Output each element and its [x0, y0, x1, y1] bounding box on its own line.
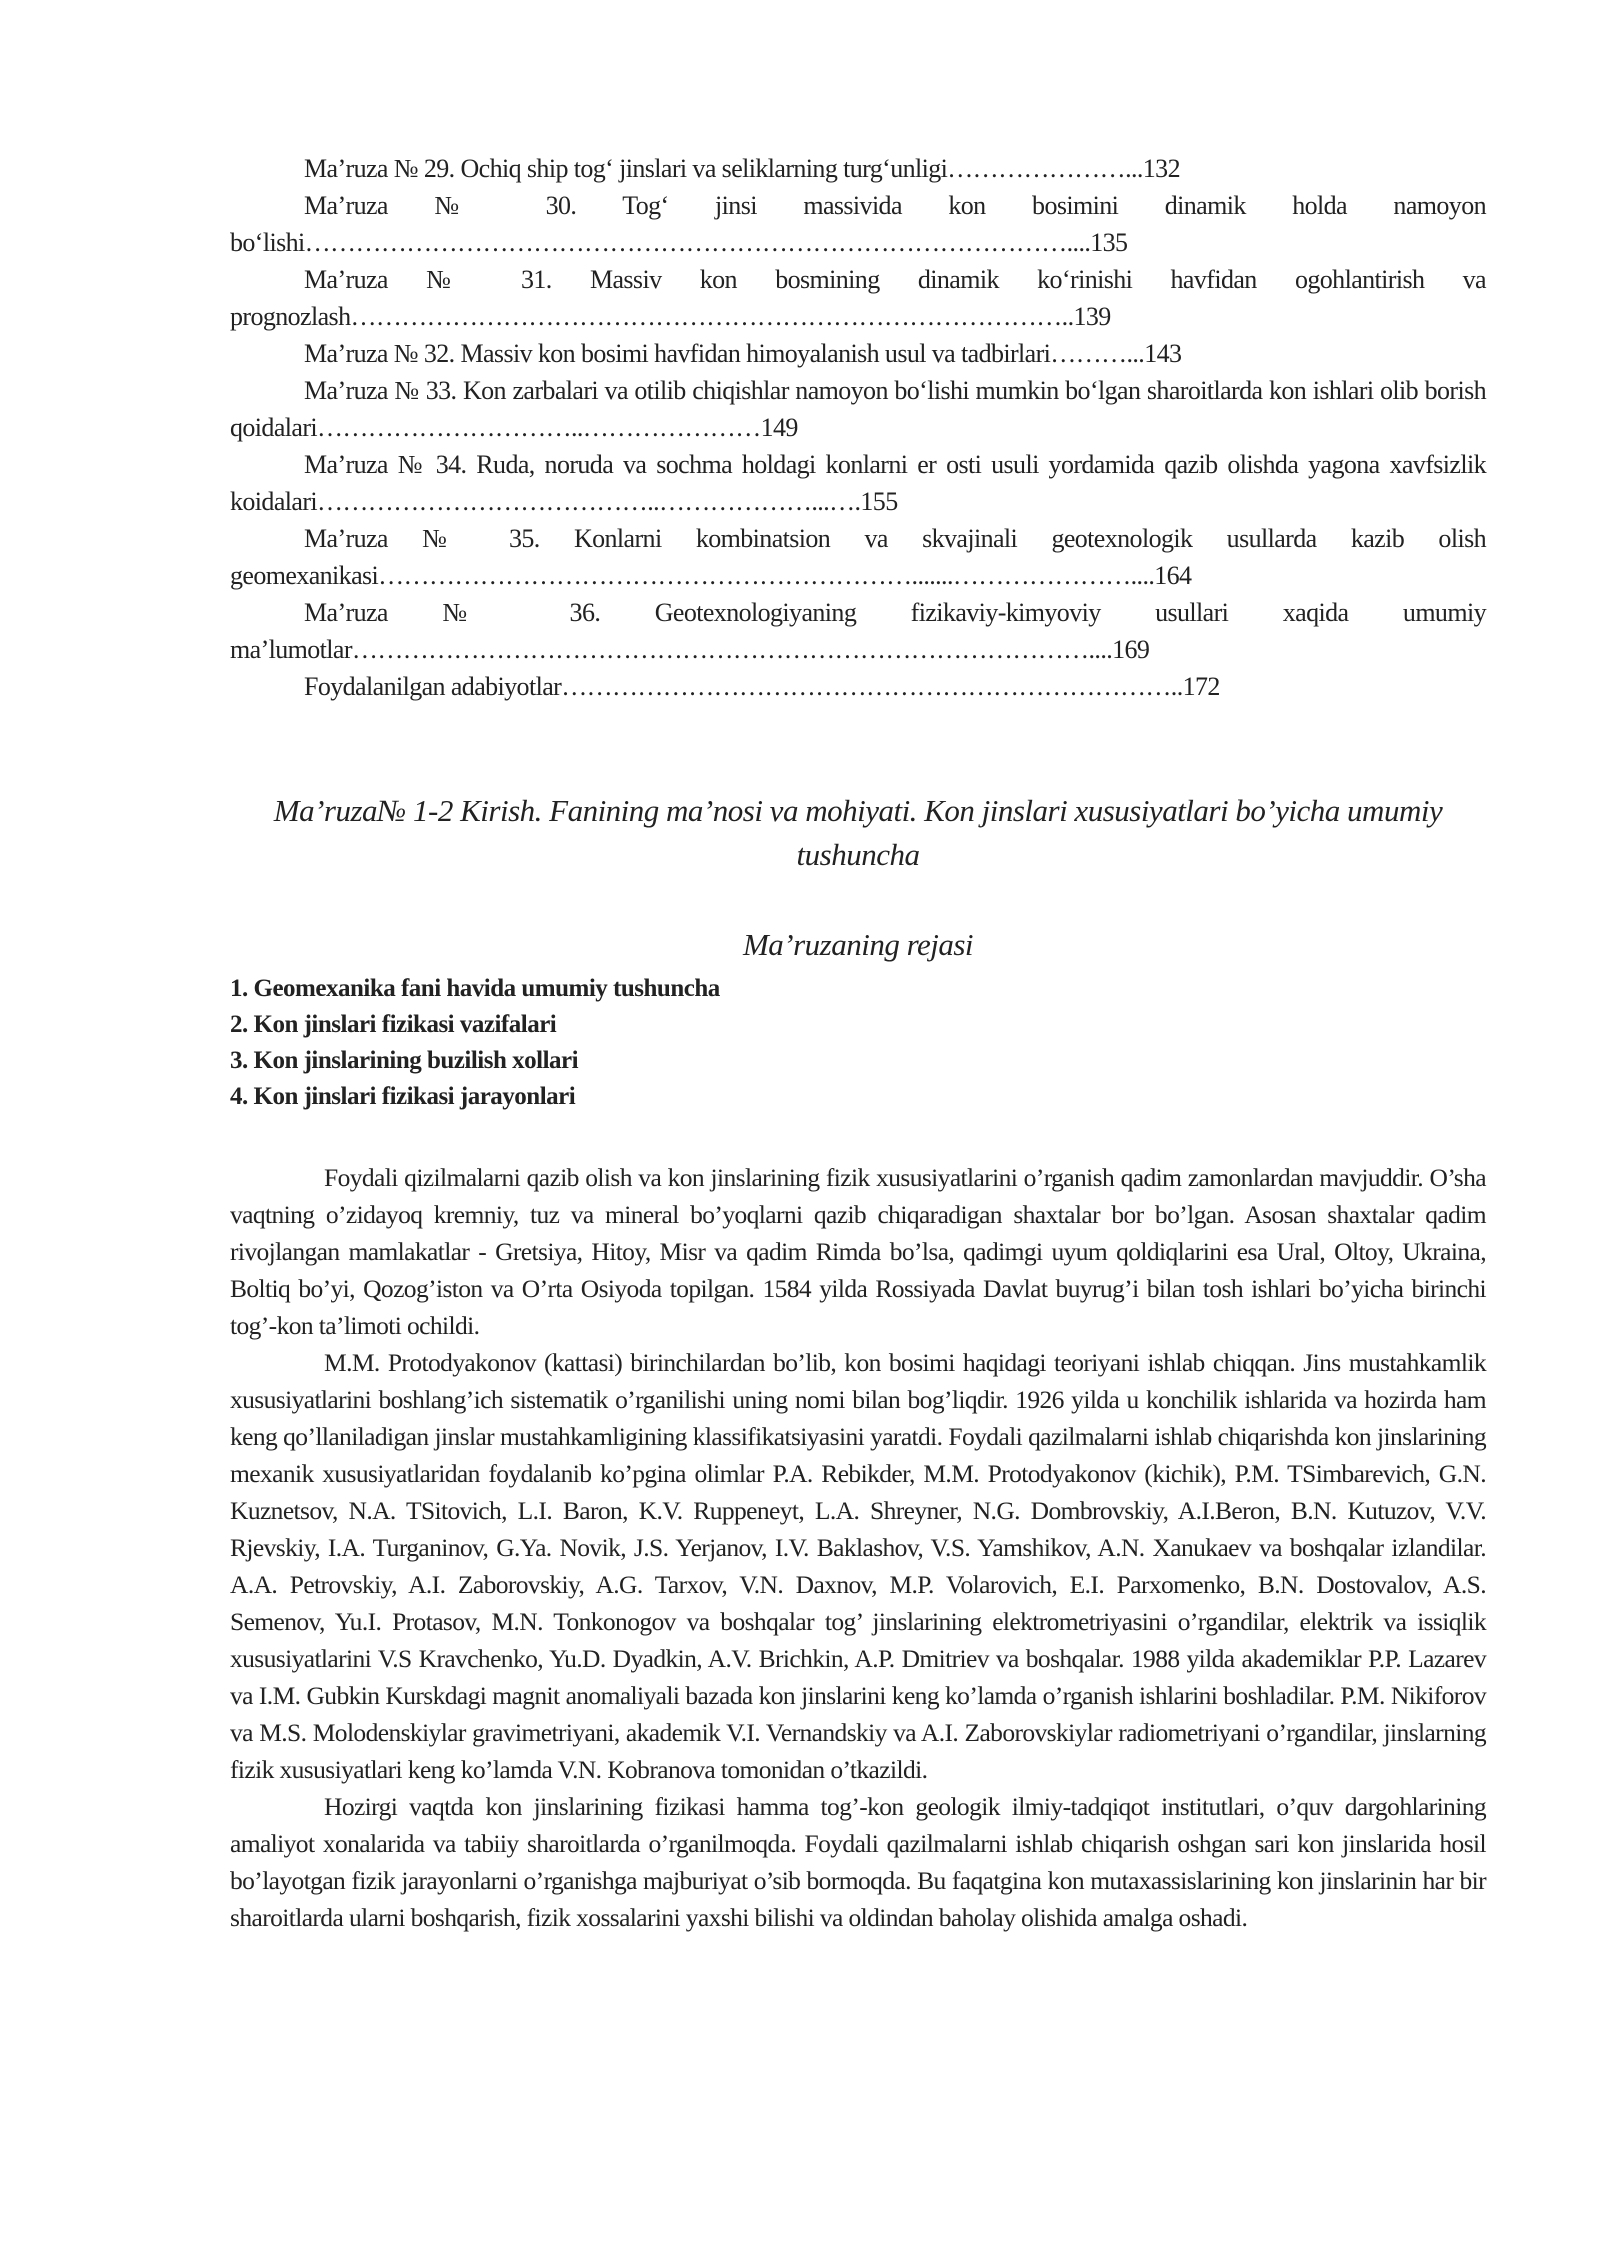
- paragraph: Foydali qizilmalarni qazib olish va kon jinslarining fizik xususiyatlarini o’rganish qadim zamonlardan mavjuddir. O’sha vaqtning o’zidayoq kremniy, tuz va mineral bo’yoqlarni qazib chiqaradigan shaxtalar bor bo’lgan. Asosan shaxtalar qadim rivojlangan mamlakatlar - Gretsiya, Hitoy, Misr va qadim Rimda bo’lsa, qadimgi uyum qoldiqlarini esa Ural, Oltoy, Ukraina, Boltiq bo’yi, Qozog’iston va O’rta Osiyoda topilgan. 1584 yilda Rossiyada Davlat buyrug’i bilan tosh ishlari bo’yicha birinchi tog’-kon ta’limoti ochildi.: [230, 1163, 1486, 1340]
- plan-title: Ma’ruzaning rejasi: [742, 927, 974, 962]
- lecture-body: [230, 1159, 1486, 1936]
- toc-entry: Ma’ruza № 34. Ruda, noruda va sochma holdagi konlarni er osti usuli yordamida qazib olishda yagona xavfsizlik koidalari…………………………………..………………...….155: [230, 450, 1486, 516]
- plan-item: 2. Kon jinslari fizikasi vazifalari: [230, 1011, 557, 1038]
- toc-entry: Ma’ruza № 30. Tog‘ jinsi massivida kon bosimini dinamik holda namoyon bo‘lishi………………………………………………………………………………....135: [230, 191, 1486, 257]
- paragraph: M.M. Protodyakonov (kattasi) birinchilardan bo’lib, kon bosimi haqidagi teoriyani ishlab chiqqan. Jins mustahkamlik xususiyatlarini boshlang’ich sistematik o’rganilishi uning nomi bilan bog’liqdir. 1926 yilda u konchilik ishlarida va hozirda ham keng qo’llaniladigan jinslar mustahkamligining klassifikatsiyasini yaratdi. Foydali qazilmalarni ishlab chiqarishda kon jinslarining mexanik xususiyatlaridan foydalanib ko’pgina olimlar P.A. Rebikder, M.M. Protodyakonov (kichik), P.M. TSimbarevich, G.N. Kuznetsov, N.A. TSitovich, L.I. Baron, K.V. Ruppeneyt, L.A. Shreyner, N.G. Dombrovskiy, A.I.Beron, B.N. Kutuzov, V.V. Rjevskiy, I.A. Turganinov, G.Ya. Novik, J.S. Yerjanov, I.V. Baklashov, V.S. Yamshikov, A.N. Xanukaev va boshqalar izlandilar. A.A. Petrovskiy, A.I. Zaborovskiy, A.G. Tarxov, V.N. Daxnov, M.P. Volarovich, E.I. Parxomenko, B.N. Dostovalov, A.S. Semenov, Yu.I. Protasov, M.N. Tonkonogov va boshqalar tog’ jinslarining elektrometriyasini o’rgandilar, elektrik va issiqlik xususiyatlarini V.S Kravchenko, Yu.D. Dyadkin, A.V. Brichkin, A.P. Dmitriev va boshqalar. 1988 yilda akademiklar P.P. Lazarev va I.M. Gubkin Kurskdagi magnit anomaliyali bazada kon jinslarini keng ko’lamda o’rganish ishlarini boshladilar. P.M. Nikiforov va M.S. Molodenskiylar gravimetriyani, akademik V.I. Vernandskiy va A.I. Zaborovskiylar radiometriyani o’rgandilar, jinslarning fizik xususiyatlari keng ko’lamda V.N. Kobranova tomonidan o’tkazildi.: [230, 1348, 1486, 1784]
- plan-item: 1. Geomexanika fani havida umumiy tushuncha: [230, 975, 720, 1002]
- plan-item: 3. Kon jinslarining buzilish xollari: [230, 1047, 579, 1074]
- lecture-plan-list: [230, 971, 1486, 1115]
- toc-entry: Ma’ruza № 29. Ochiq ship tog‘ jinslari va seliklarning turg‘unligi…………………...132: [304, 154, 1180, 183]
- toc-entry: Foydalanilgan adabiyotlar………………………………………………………………..172: [304, 672, 1220, 701]
- paragraph: Hozirgi vaqtda kon jinslarining fizikasi hamma tog’-kon geologik ilmiy-tadqiqot institutlari, o’quv dargohlarining amaliyot xonalarida va tabiiy sharoitlarda o’rganilmoqda. Foydali qazilmalarni ishlab chiqarish oshgan sari kon jinslarida hosil bo’layotgan fizik jarayonlarni o’rganishga majburiyat o’sib bormoqda. Bu faqatgina kon mutaxassislarining kon jinslarinin har bir sharoitlarda ularni boshqarish, fizik xossalarini yaxshi bilishi va oldindan baholay olishida amalga oshadi.: [230, 1792, 1486, 1932]
- toc-entry: Ma’ruza № 35. Konlarni kombinatsion va skvajinali geotexnologik usullarda kazib olish geomexanikasi……………………………………………………….......…………………....164: [230, 524, 1486, 590]
- plan-item: 4. Kon jinslari fizikasi jarayonlari: [230, 1083, 576, 1110]
- lecture-title: Ma’ruza№ 1-2 Kirish. Fanining ma’nosi va mohiyati. Kon jinslari xususiyatlari bo’yicha umumiy tushuncha: [273, 793, 1443, 872]
- table-of-contents: [230, 150, 1486, 705]
- toc-entry: Ma’ruza № 33. Kon zarbalari va otilib chiqishlar namoyon bo‘lishi mumkin bo‘lgan sharoitlarda kon ishlari olib borish qoidalari…………………………..…………………149: [230, 376, 1486, 442]
- toc-entry: Ma’ruza № 31. Massiv kon bosmining dinamik ko‘rinishi havfidan ogohlantirish va prognozlash…………………………………………………………………………..139: [230, 265, 1486, 331]
- toc-entry: Ma’ruza № 32. Massiv kon bosimi havfidan himoyalanish usul va tadbirlari………...143: [304, 339, 1182, 368]
- document-page: [230, 150, 1486, 1936]
- toc-entry: Ma’ruza № 36. Geotexnologiyaning fizikaviy-kimyoviy usullari xaqida umumiy ma’lumotlar……………………………………………………………………………....169: [230, 598, 1486, 664]
